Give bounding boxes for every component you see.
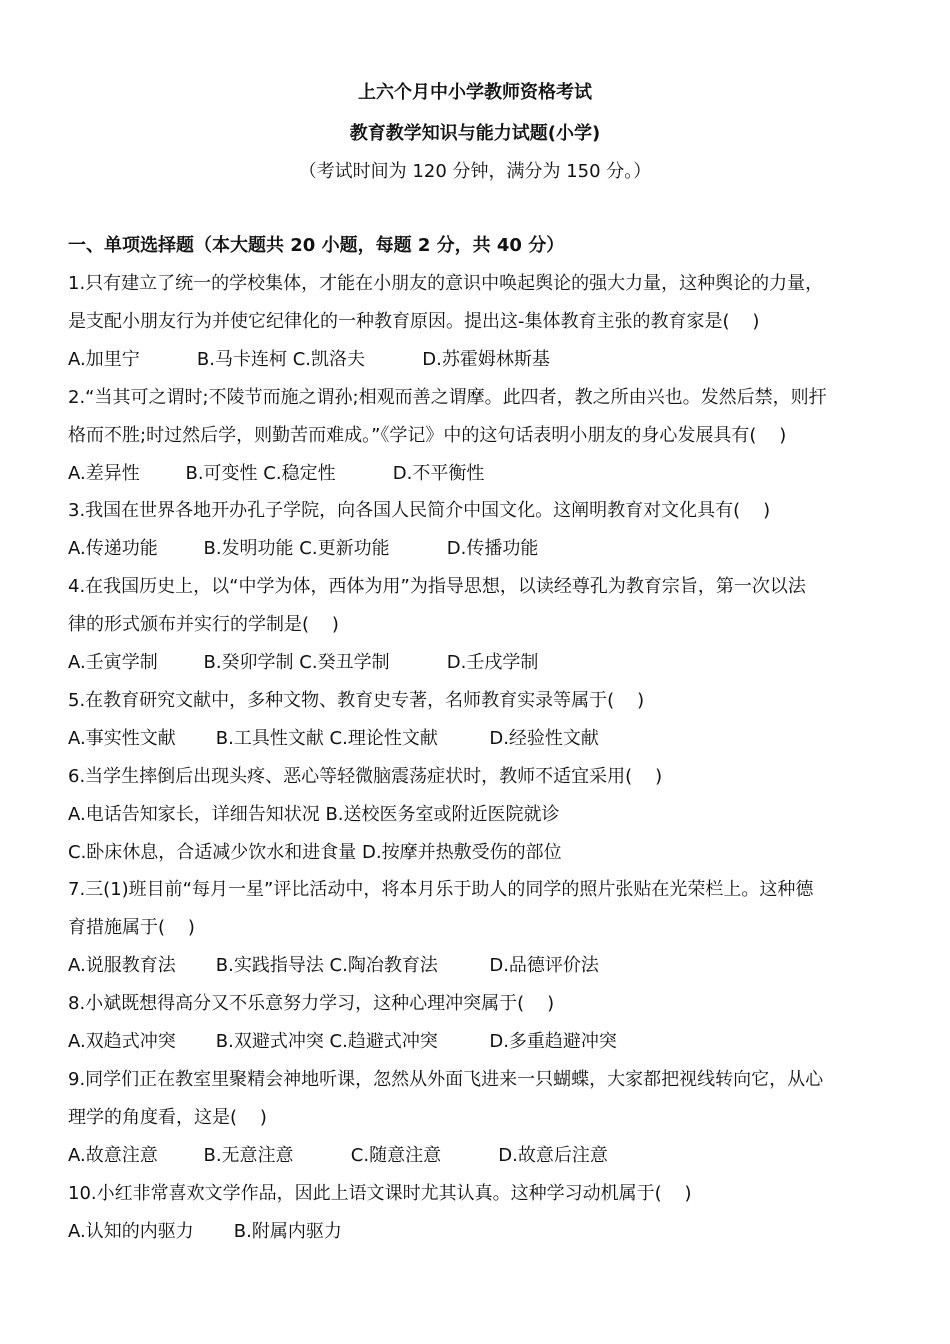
text-line: A.认知的内驱力 B.附属内驱力 bbox=[68, 1220, 342, 1242]
section-heading: 一、单项选择题（本大题共 20 小题，每题 2 分，共 40 分） bbox=[68, 235, 565, 256]
text-line: C.卧床休息，合适减少饮水和进食量 D.按摩并热敷受伤的部位 bbox=[68, 841, 562, 863]
text-line: A.双趋式冲突 B.双避式冲突 C.趋避式冲突 D.多重趋避冲突 bbox=[68, 1031, 617, 1052]
text-line: A.事实性文献 B.工具性文献 C.理论性文献 D.经验性文献 bbox=[68, 727, 599, 749]
text-line: 9.同学们正在教室里聚精会神地听课，忽然从外面飞进来一只蝴蝶，大家都把视线转向它，从心 bbox=[68, 1068, 824, 1090]
exam-note: （考试时间为 120 分钟，满分为 150 分。） bbox=[298, 161, 652, 182]
text-line: 1.只有建立了统一的学校集体，才能在小朋友的意识中唤起舆论的强大力量，这种舆论的力量， bbox=[68, 273, 824, 294]
text-line: A.壬寅学制 B.癸卯学制 C.癸丑学制 D.壬戌学制 bbox=[68, 652, 539, 673]
exam-subtitle: 教育教学知识与能力试题(小学) bbox=[349, 123, 601, 144]
exam-title: 上六个月中小学教师资格考试 bbox=[358, 82, 592, 103]
text-line: 理学的角度看，这是( ) bbox=[68, 1106, 267, 1128]
text-line: 6.当学生摔倒后出现头疼、恶心等轻微脑震荡症状时，教师不适宜采用( ) bbox=[68, 765, 663, 787]
text-line: 7.三(1)班目前“每月一星”评比活动中，将本月乐于助人的同学的照片张贴在光荣栏上。这种德 bbox=[68, 879, 814, 901]
text-line: A.电话告知家长，详细告知状况 B.送校医务室或附近医院就诊 bbox=[68, 803, 560, 825]
text-line: 5.在教育研究文献中，多种文物、教育史专著，名师教育实录等属于( ) bbox=[68, 689, 645, 711]
text-line: A.传递功能 B.发明功能 C.更新功能 D.传播功能 bbox=[68, 538, 539, 560]
text-line: 育措施属于( ) bbox=[68, 917, 195, 939]
text-line: 律的形式颁布并实行的学制是( ) bbox=[68, 614, 339, 636]
text-line: 3.我国在世界各地开办孔子学院，向各国人民简介中国文化。这阐明教育对文化具有( ) bbox=[68, 500, 771, 522]
text-line: 8.小斌既想得高分又不乐意努力学习，这种心理冲突属于( ) bbox=[68, 993, 555, 1015]
text-line: A.差异性 B.可变性 C.稳定性 D.不平衡性 bbox=[68, 462, 485, 484]
text-line: 4.在我国历史上，以“中学为体，西体为用”为指导思想，以读经尊孔为教育宗旨，第一次以法 bbox=[68, 576, 806, 598]
text-line: A.说服教育法 B.实践指导法 C.陶冶教育法 D.品德评价法 bbox=[68, 955, 599, 977]
text-line: 格而不胜;时过然后学，则勤苦而难成。”《学记》中的这句话表明小朋友的身心发展具有( ) bbox=[68, 424, 787, 446]
text-line: A.加里宁 B.马卡连柯 C.凯洛夫 D.苏霍姆林斯基 bbox=[68, 348, 550, 370]
text-line: 2.“当其可之谓时;不陵节而施之谓孙;相观而善之谓摩。此四者，教之所由兴也。发然后禁，则扞 bbox=[68, 386, 827, 408]
text-line: A.故意注意 B.无意注意 C.随意注意 D.故意后注意 bbox=[68, 1144, 608, 1166]
text-line: 10.小红非常喜欢文学作品，因此上语文课时尤其认真。这种学习动机属于( ) bbox=[68, 1182, 692, 1204]
text-line: 是支配小朋友行为并使它纪律化的一种教育原因。提出这-集体教育主张的教育家是( ) bbox=[68, 310, 760, 332]
